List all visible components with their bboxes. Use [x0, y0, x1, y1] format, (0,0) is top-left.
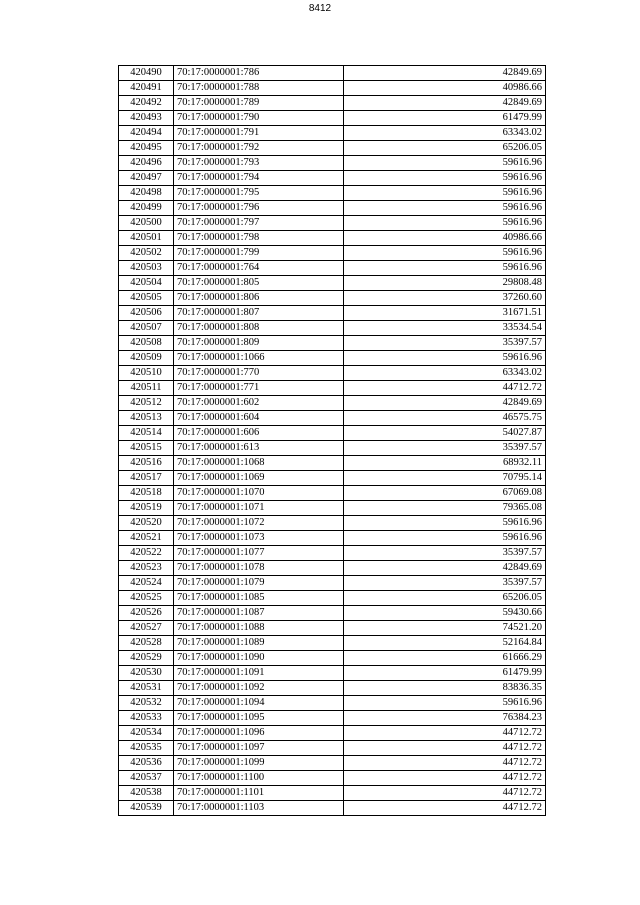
- cadastral-number-cell: 70:17:0000001:788: [174, 81, 344, 96]
- table-row: [119, 336, 546, 351]
- row-id-cell: 420524: [119, 576, 174, 591]
- table-row: [119, 246, 546, 261]
- table-row: [119, 741, 546, 756]
- page-number: 8412: [308, 3, 332, 14]
- cadastral-number-cell: 70:17:0000001:806: [174, 291, 344, 306]
- row-id-cell: 420503: [119, 261, 174, 276]
- value-cell: 65206.05: [344, 141, 546, 156]
- table-row: [119, 561, 546, 576]
- row-id-cell: 420522: [119, 546, 174, 561]
- cadastral-number-cell: 70:17:0000001:807: [174, 306, 344, 321]
- row-id-cell: 420498: [119, 186, 174, 201]
- table-row: [119, 411, 546, 426]
- table-row: [119, 81, 546, 96]
- cadastral-number-cell: 70:17:0000001:799: [174, 246, 344, 261]
- value-cell: 44712.72: [344, 726, 546, 741]
- table-row: [119, 111, 546, 126]
- row-id-cell: 420513: [119, 411, 174, 426]
- row-id-cell: 420508: [119, 336, 174, 351]
- row-id-cell: 420507: [119, 321, 174, 336]
- value-cell: 44712.72: [344, 741, 546, 756]
- table-row: [119, 636, 546, 651]
- table-row: [119, 441, 546, 456]
- value-cell: 63343.02: [344, 366, 546, 381]
- cadastral-number-cell: 70:17:0000001:1090: [174, 651, 344, 666]
- row-id-cell: 420532: [119, 696, 174, 711]
- value-cell: 35397.57: [344, 546, 546, 561]
- cadastral-number-cell: 70:17:0000001:1096: [174, 726, 344, 741]
- table-row: [119, 291, 546, 306]
- value-cell: 61479.99: [344, 666, 546, 681]
- row-id-cell: 420527: [119, 621, 174, 636]
- row-id-cell: 420536: [119, 756, 174, 771]
- cadastral-number-cell: 70:17:0000001:771: [174, 381, 344, 396]
- table-row: [119, 426, 546, 441]
- table-row: [119, 366, 546, 381]
- cadastral-number-cell: 70:17:0000001:790: [174, 111, 344, 126]
- table-row: [119, 696, 546, 711]
- value-cell: 61479.99: [344, 111, 546, 126]
- cadastral-number-cell: 70:17:0000001:604: [174, 411, 344, 426]
- table-row: [119, 471, 546, 486]
- row-id-cell: 420534: [119, 726, 174, 741]
- table-row: [119, 96, 546, 111]
- cadastral-number-cell: 70:17:0000001:791: [174, 126, 344, 141]
- value-cell: 42849.69: [344, 561, 546, 576]
- value-cell: 59616.96: [344, 246, 546, 261]
- table-row: [119, 501, 546, 516]
- table-row: [119, 771, 546, 786]
- value-cell: 46575.75: [344, 411, 546, 426]
- table-row: [119, 456, 546, 471]
- value-cell: 44712.72: [344, 801, 546, 816]
- value-cell: 40986.66: [344, 81, 546, 96]
- cadastral-number-cell: 70:17:0000001:798: [174, 231, 344, 246]
- cadastral-number-cell: 70:17:0000001:786: [174, 66, 344, 81]
- value-cell: 44712.72: [344, 756, 546, 771]
- cadastral-number-cell: 70:17:0000001:1072: [174, 516, 344, 531]
- cadastral-number-cell: 70:17:0000001:789: [174, 96, 344, 111]
- row-id-cell: 420528: [119, 636, 174, 651]
- value-cell: 67069.08: [344, 486, 546, 501]
- table-row: [119, 726, 546, 741]
- table-row: [119, 201, 546, 216]
- value-cell: 31671.51: [344, 306, 546, 321]
- table-row: [119, 156, 546, 171]
- value-cell: 52164.84: [344, 636, 546, 651]
- row-id-cell: 420538: [119, 786, 174, 801]
- row-id-cell: 420518: [119, 486, 174, 501]
- cadastral-number-cell: 70:17:0000001:613: [174, 441, 344, 456]
- table-row: [119, 141, 546, 156]
- row-id-cell: 420499: [119, 201, 174, 216]
- value-cell: 54027.87: [344, 426, 546, 441]
- cadastral-number-cell: 70:17:0000001:1089: [174, 636, 344, 651]
- table-row: [119, 486, 546, 501]
- row-id-cell: 420504: [119, 276, 174, 291]
- value-cell: 61666.29: [344, 651, 546, 666]
- table-row: [119, 216, 546, 231]
- cadastral-number-cell: 70:17:0000001:1085: [174, 591, 344, 606]
- row-id-cell: 420516: [119, 456, 174, 471]
- row-id-cell: 420501: [119, 231, 174, 246]
- cadastral-number-cell: 70:17:0000001:1103: [174, 801, 344, 816]
- table-row: [119, 591, 546, 606]
- table-row: [119, 711, 546, 726]
- row-id-cell: 420529: [119, 651, 174, 666]
- value-cell: 59616.96: [344, 531, 546, 546]
- value-cell: 44712.72: [344, 771, 546, 786]
- cadastral-number-cell: 70:17:0000001:1091: [174, 666, 344, 681]
- row-id-cell: 420500: [119, 216, 174, 231]
- row-id-cell: 420515: [119, 441, 174, 456]
- table-row: [119, 396, 546, 411]
- table-row: [119, 231, 546, 246]
- table-row: [119, 186, 546, 201]
- cadastral-number-cell: 70:17:0000001:808: [174, 321, 344, 336]
- value-cell: 35397.57: [344, 441, 546, 456]
- value-cell: 70795.14: [344, 471, 546, 486]
- cadastral-number-cell: 70:17:0000001:797: [174, 216, 344, 231]
- cadastral-number-cell: 70:17:0000001:1079: [174, 576, 344, 591]
- table-row: [119, 546, 546, 561]
- value-cell: 59616.96: [344, 516, 546, 531]
- table-row: [119, 306, 546, 321]
- row-id-cell: 420497: [119, 171, 174, 186]
- table-row: [119, 171, 546, 186]
- value-cell: 59616.96: [344, 216, 546, 231]
- cadastral-number-cell: 70:17:0000001:792: [174, 141, 344, 156]
- value-cell: 59430.66: [344, 606, 546, 621]
- cadastral-value-table: [118, 65, 546, 816]
- table-row: [119, 381, 546, 396]
- table-row: [119, 801, 546, 816]
- row-id-cell: 420519: [119, 501, 174, 516]
- row-id-cell: 420535: [119, 741, 174, 756]
- row-id-cell: 420502: [119, 246, 174, 261]
- row-id-cell: 420505: [119, 291, 174, 306]
- cadastral-number-cell: 70:17:0000001:770: [174, 366, 344, 381]
- value-cell: 74521.20: [344, 621, 546, 636]
- value-cell: 42849.69: [344, 96, 546, 111]
- value-cell: 83836.35: [344, 681, 546, 696]
- cadastral-number-cell: 70:17:0000001:1078: [174, 561, 344, 576]
- row-id-cell: 420506: [119, 306, 174, 321]
- table-body: [119, 66, 546, 816]
- table-row: [119, 261, 546, 276]
- row-id-cell: 420510: [119, 366, 174, 381]
- value-cell: 59616.96: [344, 696, 546, 711]
- row-id-cell: 420514: [119, 426, 174, 441]
- cadastral-number-cell: 70:17:0000001:1099: [174, 756, 344, 771]
- row-id-cell: 420531: [119, 681, 174, 696]
- table-row: [119, 606, 546, 621]
- row-id-cell: 420520: [119, 516, 174, 531]
- cadastral-number-cell: 70:17:0000001:1077: [174, 546, 344, 561]
- cadastral-number-cell: 70:17:0000001:1101: [174, 786, 344, 801]
- row-id-cell: 420495: [119, 141, 174, 156]
- table-row: [119, 756, 546, 771]
- cadastral-number-cell: 70:17:0000001:1068: [174, 456, 344, 471]
- cadastral-number-cell: 70:17:0000001:602: [174, 396, 344, 411]
- cadastral-number-cell: 70:17:0000001:606: [174, 426, 344, 441]
- value-cell: 33534.54: [344, 321, 546, 336]
- row-id-cell: 420537: [119, 771, 174, 786]
- value-cell: 37260.60: [344, 291, 546, 306]
- cadastral-number-cell: 70:17:0000001:1087: [174, 606, 344, 621]
- value-cell: 65206.05: [344, 591, 546, 606]
- cadastral-number-cell: 70:17:0000001:796: [174, 201, 344, 216]
- table-row: [119, 516, 546, 531]
- value-cell: 44712.72: [344, 786, 546, 801]
- value-cell: 44712.72: [344, 381, 546, 396]
- row-id-cell: 420526: [119, 606, 174, 621]
- cadastral-number-cell: 70:17:0000001:1092: [174, 681, 344, 696]
- value-cell: 59616.96: [344, 261, 546, 276]
- value-cell: 59616.96: [344, 171, 546, 186]
- cadastral-number-cell: 70:17:0000001:1066: [174, 351, 344, 366]
- cadastral-number-cell: 70:17:0000001:1100: [174, 771, 344, 786]
- row-id-cell: 420493: [119, 111, 174, 126]
- table-row: [119, 276, 546, 291]
- row-id-cell: 420491: [119, 81, 174, 96]
- cadastral-number-cell: 70:17:0000001:1088: [174, 621, 344, 636]
- value-cell: 68932.11: [344, 456, 546, 471]
- value-cell: 42849.69: [344, 396, 546, 411]
- row-id-cell: 420509: [119, 351, 174, 366]
- cadastral-number-cell: 70:17:0000001:1097: [174, 741, 344, 756]
- row-id-cell: 420494: [119, 126, 174, 141]
- row-id-cell: 420496: [119, 156, 174, 171]
- value-cell: 29808.48: [344, 276, 546, 291]
- row-id-cell: 420523: [119, 561, 174, 576]
- row-id-cell: 420490: [119, 66, 174, 81]
- table-row: [119, 681, 546, 696]
- cadastral-number-cell: 70:17:0000001:764: [174, 261, 344, 276]
- table-row: [119, 66, 546, 81]
- row-id-cell: 420530: [119, 666, 174, 681]
- value-cell: 40986.66: [344, 231, 546, 246]
- row-id-cell: 420511: [119, 381, 174, 396]
- table-row: [119, 531, 546, 546]
- cadastral-number-cell: 70:17:0000001:1069: [174, 471, 344, 486]
- value-cell: 79365.08: [344, 501, 546, 516]
- value-cell: 35397.57: [344, 336, 546, 351]
- value-cell: 59616.96: [344, 156, 546, 171]
- table-row: [119, 786, 546, 801]
- table-row: [119, 666, 546, 681]
- value-cell: 42849.69: [344, 66, 546, 81]
- cadastral-number-cell: 70:17:0000001:794: [174, 171, 344, 186]
- row-id-cell: 420517: [119, 471, 174, 486]
- row-id-cell: 420539: [119, 801, 174, 816]
- value-cell: 59616.96: [344, 351, 546, 366]
- table-row: [119, 351, 546, 366]
- value-cell: 35397.57: [344, 576, 546, 591]
- value-cell: 63343.02: [344, 126, 546, 141]
- value-cell: 59616.96: [344, 201, 546, 216]
- cadastral-number-cell: 70:17:0000001:1094: [174, 696, 344, 711]
- row-id-cell: 420492: [119, 96, 174, 111]
- cadastral-number-cell: 70:17:0000001:1070: [174, 486, 344, 501]
- cadastral-number-cell: 70:17:0000001:805: [174, 276, 344, 291]
- cadastral-number-cell: 70:17:0000001:1071: [174, 501, 344, 516]
- cadastral-number-cell: 70:17:0000001:1073: [174, 531, 344, 546]
- table-row: [119, 651, 546, 666]
- cadastral-number-cell: 70:17:0000001:1095: [174, 711, 344, 726]
- table-row: [119, 621, 546, 636]
- row-id-cell: 420521: [119, 531, 174, 546]
- row-id-cell: 420525: [119, 591, 174, 606]
- cadastral-number-cell: 70:17:0000001:793: [174, 156, 344, 171]
- row-id-cell: 420533: [119, 711, 174, 726]
- row-id-cell: 420512: [119, 396, 174, 411]
- value-cell: 59616.96: [344, 186, 546, 201]
- cadastral-number-cell: 70:17:0000001:795: [174, 186, 344, 201]
- table-row: [119, 576, 546, 591]
- table-row: [119, 321, 546, 336]
- value-cell: 76384.23: [344, 711, 546, 726]
- cadastral-number-cell: 70:17:0000001:809: [174, 336, 344, 351]
- table-row: [119, 126, 546, 141]
